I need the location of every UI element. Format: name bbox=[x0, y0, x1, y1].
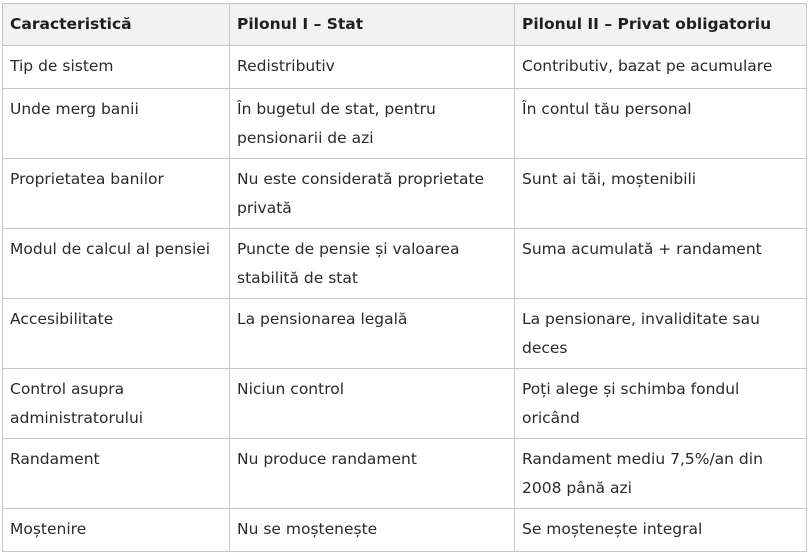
pillar-2-cell: Sunt ai tăi, moștenibili bbox=[515, 159, 807, 229]
table-row bbox=[3, 229, 807, 299]
pillar-2-cell: Se moștenește integral bbox=[515, 509, 807, 552]
pillar-2-cell: Randament mediu 7,5%/an din 2008 până azi bbox=[515, 439, 807, 509]
row-label: Randament bbox=[3, 439, 230, 509]
pillar-2-cell: Suma acumulată + randament bbox=[515, 229, 807, 299]
pillar-1-cell: Niciun control bbox=[230, 369, 515, 439]
table-row bbox=[3, 369, 807, 439]
header-characteristic: Caracteristică bbox=[3, 4, 230, 46]
row-label: Accesibilitate bbox=[3, 299, 230, 369]
pillar-1-cell: Nu este considerată proprietate privată bbox=[230, 159, 515, 229]
row-label: Moștenire bbox=[3, 509, 230, 552]
pillar-1-cell: Nu produce randament bbox=[230, 439, 515, 509]
row-label: Tip de sistem bbox=[3, 46, 230, 89]
table-row bbox=[3, 299, 807, 369]
table-row bbox=[3, 439, 807, 509]
comparison-table bbox=[2, 3, 807, 552]
table-row bbox=[3, 89, 807, 159]
pillar-2-cell: În contul tău personal bbox=[515, 89, 807, 159]
header-pillar-2: Pilonul II – Privat obligatoriu bbox=[515, 4, 807, 46]
header-pillar-1: Pilonul I – Stat bbox=[230, 4, 515, 46]
pillar-2-cell: Poți alege și schimba fondul oricând bbox=[515, 369, 807, 439]
pillar-1-cell: Nu se moștenește bbox=[230, 509, 515, 552]
table-header-row bbox=[3, 4, 807, 46]
pillar-2-cell: La pensionare, invaliditate sau deces bbox=[515, 299, 807, 369]
pillar-1-cell: La pensionarea legală bbox=[230, 299, 515, 369]
pillar-1-cell: În bugetul de stat, pentru pensionarii de azi bbox=[230, 89, 515, 159]
row-label: Modul de calcul al pensiei bbox=[3, 229, 230, 299]
table-row bbox=[3, 159, 807, 229]
pillar-2-cell: Contributiv, bazat pe acumulare bbox=[515, 46, 807, 89]
pillar-1-cell: Puncte de pensie și valoarea stabilită de stat bbox=[230, 229, 515, 299]
table-row bbox=[3, 46, 807, 89]
table-row bbox=[3, 509, 807, 552]
row-label: Unde merg banii bbox=[3, 89, 230, 159]
pillar-1-cell: Redistributiv bbox=[230, 46, 515, 89]
row-label: Proprietatea banilor bbox=[3, 159, 230, 229]
row-label: Control asupra administratorului bbox=[3, 369, 230, 439]
